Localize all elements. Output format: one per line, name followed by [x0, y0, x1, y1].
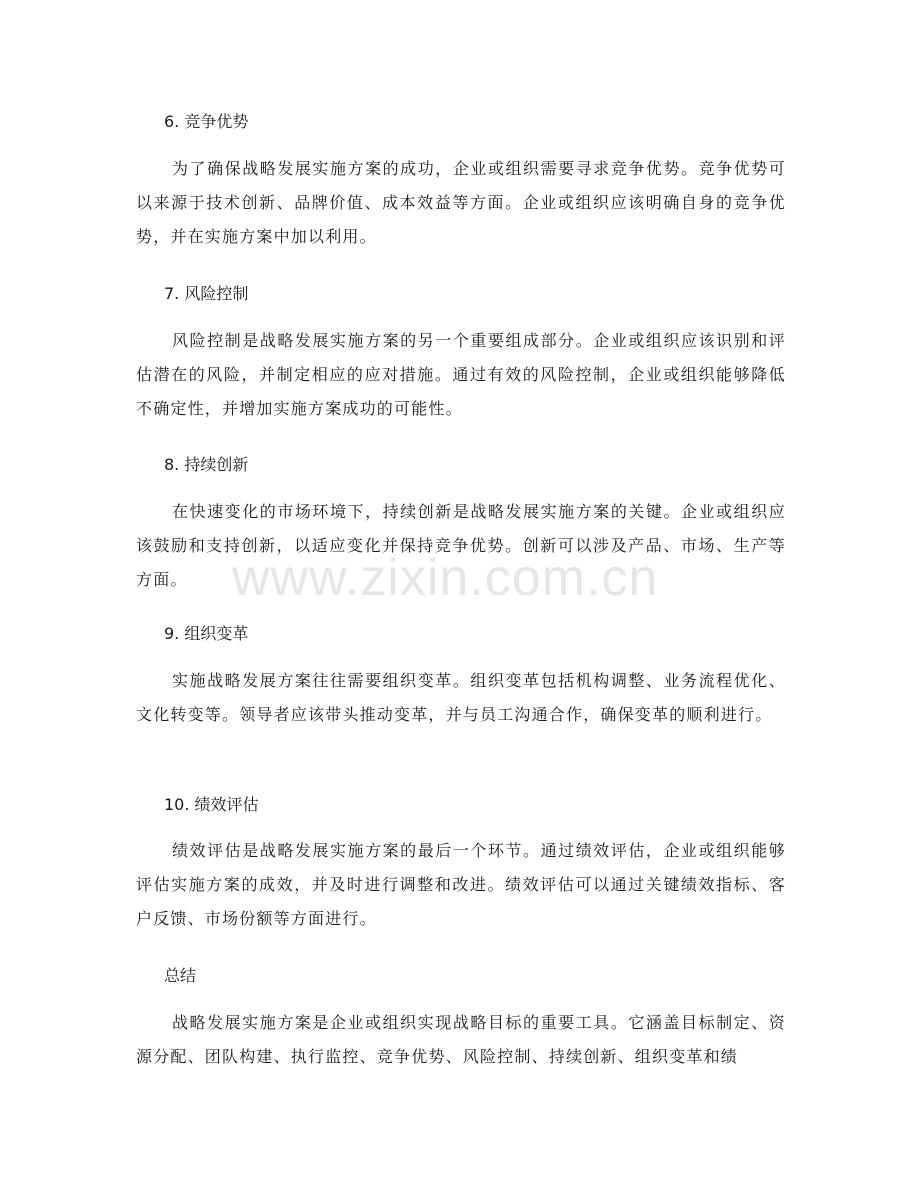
- section-heading-organizational-change: 9. 组织变革: [164, 624, 249, 643]
- section-heading-risk-control: 7. 风险控制: [164, 284, 249, 303]
- section-heading-performance-evaluation: 10. 绩效评估: [164, 795, 259, 814]
- watermark-text: www.zixin.com.cn: [232, 549, 659, 607]
- section-body-continuous-innovation: 在快速变化的市场环境下，持续创新是战略发展实施方案的关键。企业或组织应该鼓励和支持创新，以适应变化并保持竞争优势。创新可以涉及产品、市场、生产等方面。: [136, 502, 786, 589]
- section-body-competitive-advantage: 为了确保战略发展实施方案的成功，企业或组织需要寻求竞争优势。竞争优势可以来源于技术创新、品牌价值、成本效益等方面。企业或组织应该明确自身的竞争优势，并在实施方案中加以利用。: [136, 159, 786, 246]
- section-body-summary: 战略发展实施方案是企业或组织实现战略目标的重要工具。它涵盖目标制定、资源分配、团队构建、执行监控、竞争优势、风险控制、持续创新、组织变革和绩: [136, 1013, 786, 1066]
- section-heading-continuous-innovation: 8. 持续创新: [164, 455, 249, 474]
- section-body-performance-evaluation: 绩效评估是战略发展实施方案的最后一个环节。通过绩效评估，企业或组织能够评估实施方案的成效，并及时进行调整和改进。绩效评估可以通过关键绩效指标、客户反馈、市场份额等方面进行。: [136, 841, 786, 928]
- section-body-organizational-change: 实施战略发展方案往往需要组织变革。组织变革包括机构调整、业务流程优化、文化转变等。领导者应该带头推动变革，并与员工沟通合作，确保变革的顺利进行。: [136, 671, 786, 724]
- section-body-risk-control: 风险控制是战略发展实施方案的另一个重要组成部分。企业或组织应该识别和评估潜在的风险，并制定相应的应对措施。通过有效的风险控制，企业或组织能够降低不确定性，并增加实施方案成功的可能性。: [136, 331, 786, 418]
- section-heading-competitive-advantage: 6. 竞争优势: [164, 112, 249, 131]
- section-heading-summary: 总结: [164, 966, 197, 985]
